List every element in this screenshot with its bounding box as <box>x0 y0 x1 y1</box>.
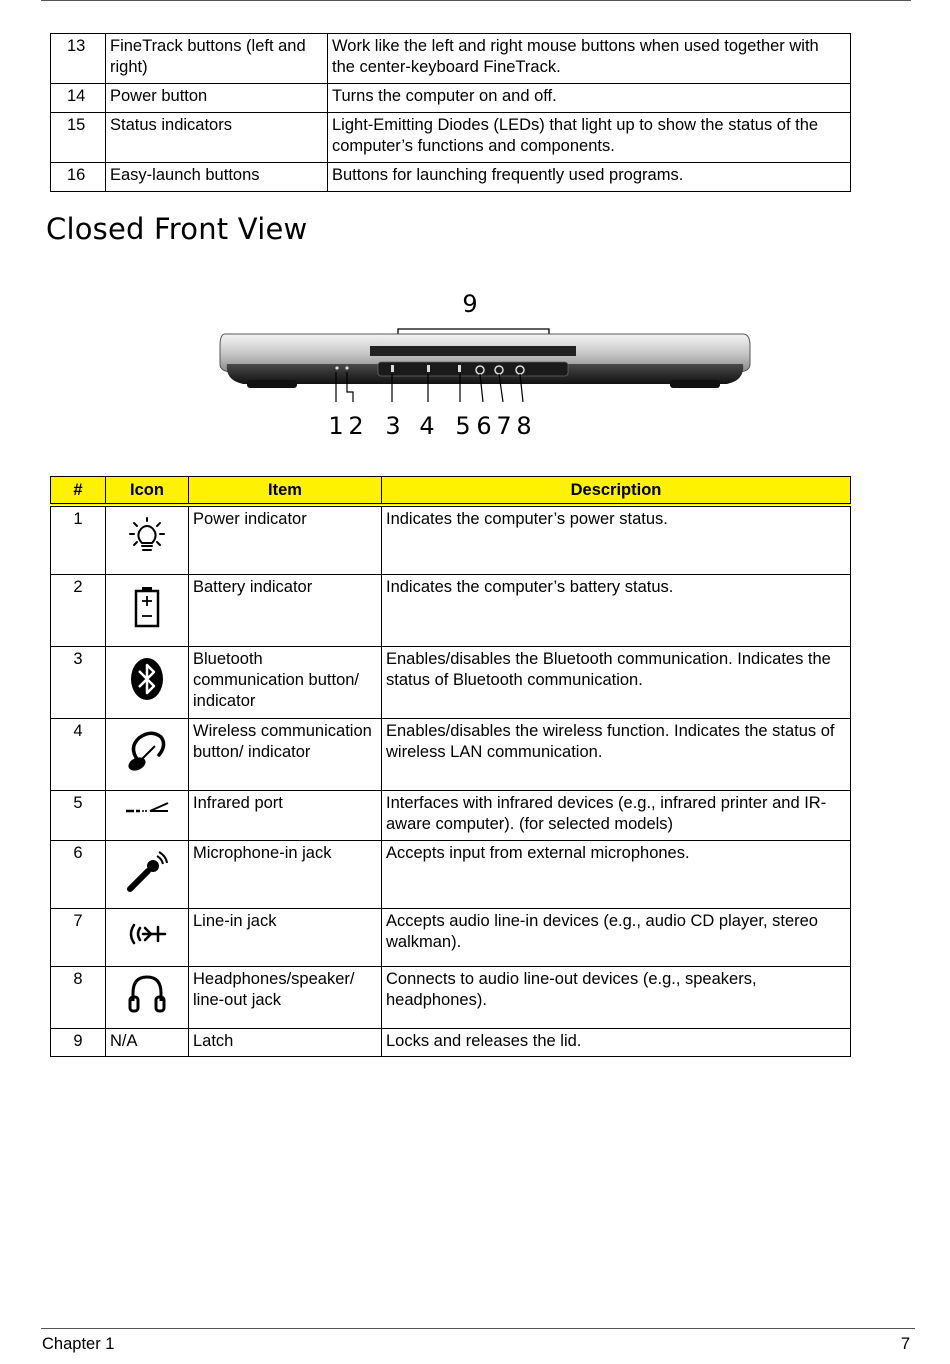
header-number: # <box>51 477 106 506</box>
row-description: Indicates the computer’s power status. <box>382 505 851 574</box>
footer-chapter: Chapter 1 <box>42 1335 115 1353</box>
row-item: FineTrack buttons (left and right) <box>106 34 328 84</box>
top-rule <box>41 0 911 1</box>
row-description: Turns the computer on and off. <box>328 84 851 113</box>
footer-rule <box>41 1328 915 1329</box>
section-title: Closed Front View <box>46 212 308 246</box>
row-icon-text: N/A <box>106 1028 189 1056</box>
row-number: 15 <box>51 113 106 163</box>
row-item: Latch <box>189 1028 382 1056</box>
row-item: Status indicators <box>106 113 328 163</box>
row-number: 2 <box>51 574 106 646</box>
footer-page-number: 7 <box>900 1335 910 1353</box>
line-in-icon <box>125 919 169 949</box>
table-row <box>51 908 851 966</box>
row-item: Easy-launch buttons <box>106 163 328 192</box>
table-header-row <box>51 477 851 506</box>
row-description: Interfaces with infrared devices (e.g., infrared printer and IR-aware computer). (for selected models) <box>382 790 851 840</box>
row-item: Power indicator <box>189 505 382 574</box>
infrared-icon <box>124 801 170 817</box>
row-number: 14 <box>51 84 106 113</box>
row-item: Wireless communication button/ indicator <box>189 718 382 790</box>
laptop-front-view-figure <box>215 284 755 444</box>
table-row <box>51 163 851 192</box>
callout-2: 2 <box>348 412 364 440</box>
row-number: 8 <box>51 966 106 1028</box>
row-number: 1 <box>51 505 106 574</box>
table-row <box>51 574 851 646</box>
components-table-continued <box>50 33 851 192</box>
table-row <box>51 84 851 113</box>
header-item: Item <box>189 477 382 506</box>
row-description: Locks and releases the lid. <box>382 1028 851 1056</box>
laptop-front-illustration <box>215 284 755 444</box>
bluetooth-icon <box>130 657 164 701</box>
power-indicator-icon <box>129 517 165 557</box>
row-number: 7 <box>51 908 106 966</box>
row-item: Battery indicator <box>189 574 382 646</box>
row-item: Bluetooth communication button/ indicator <box>189 646 382 718</box>
row-item: Infrared port <box>189 790 382 840</box>
callout-4: 4 <box>419 412 435 440</box>
header-description: Description <box>382 477 851 506</box>
callout-7: 7 <box>496 412 512 440</box>
row-description: Buttons for launching frequently used programs. <box>328 163 851 192</box>
row-number: 3 <box>51 646 106 718</box>
table-row <box>51 1028 851 1056</box>
row-description: Light-Emitting Diodes (LEDs) that light up to show the status of the computer’s functions and components. <box>328 113 851 163</box>
callout-8: 8 <box>516 412 532 440</box>
row-number: 6 <box>51 840 106 908</box>
row-description: Connects to audio line-out devices (e.g., speakers, headphones). <box>382 966 851 1028</box>
table-row <box>51 718 851 790</box>
table-row <box>51 34 851 84</box>
table-row <box>51 646 851 718</box>
row-number: 4 <box>51 718 106 790</box>
row-description: Indicates the computer’s battery status. <box>382 574 851 646</box>
row-description: Enables/disables the wireless function. Indicates the status of wireless LAN communication. <box>382 718 851 790</box>
wireless-icon <box>125 729 169 773</box>
row-item: Headphones/speaker/ line-out jack <box>189 966 382 1028</box>
row-number: 9 <box>51 1028 106 1056</box>
row-item: Power button <box>106 84 328 113</box>
headphones-icon <box>127 973 167 1015</box>
row-number: 16 <box>51 163 106 192</box>
battery-icon <box>132 586 162 628</box>
microphone-icon <box>126 849 168 893</box>
row-description: Accepts input from external microphones. <box>382 840 851 908</box>
row-description: Accepts audio line-in devices (e.g., audio CD player, stereo walkman). <box>382 908 851 966</box>
callout-5: 5 <box>455 412 471 440</box>
table-row <box>51 790 851 840</box>
row-item: Microphone-in jack <box>189 840 382 908</box>
row-item: Line-in jack <box>189 908 382 966</box>
header-icon: Icon <box>106 477 189 506</box>
callout-9: 9 <box>462 290 478 318</box>
table-row <box>51 840 851 908</box>
row-number: 5 <box>51 790 106 840</box>
table-row <box>51 113 851 163</box>
callout-3: 3 <box>385 412 401 440</box>
front-view-table <box>50 476 851 1057</box>
table-row <box>51 505 851 574</box>
row-description: Work like the left and right mouse buttons when used together with the center-keyboard FineTrack. <box>328 34 851 84</box>
row-number: 13 <box>51 34 106 84</box>
row-description: Enables/disables the Bluetooth communication. Indicates the status of Bluetooth communication. <box>382 646 851 718</box>
callout-1: 1 <box>328 412 344 440</box>
callout-6: 6 <box>476 412 492 440</box>
table-row <box>51 966 851 1028</box>
